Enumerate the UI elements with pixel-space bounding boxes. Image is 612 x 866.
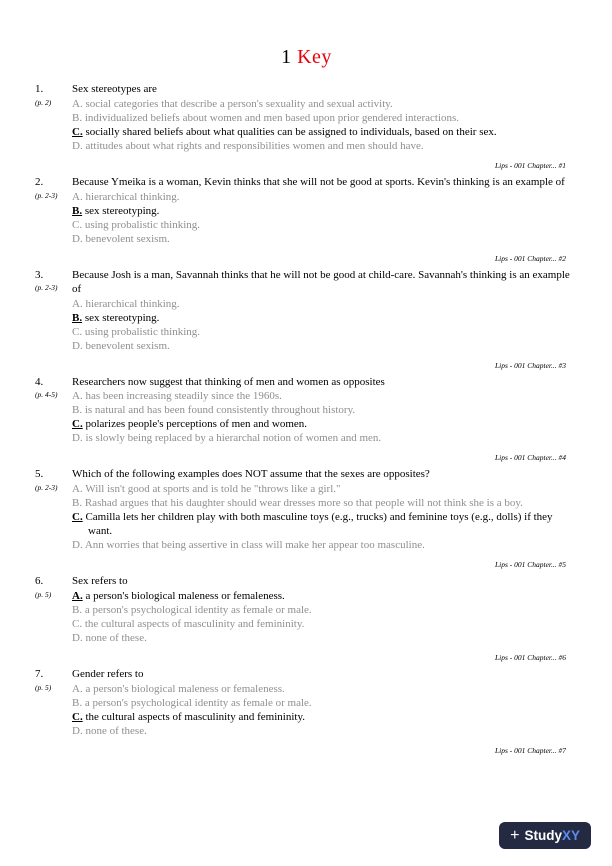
question-row bbox=[35, 269, 578, 354]
question-number: 6. bbox=[35, 575, 44, 588]
question-stem: Sex stereotypes are bbox=[72, 83, 157, 95]
option-letter: C. bbox=[72, 418, 83, 431]
option-letter: D. bbox=[72, 432, 83, 445]
option-letter: C. bbox=[72, 218, 83, 231]
option-text: Camilla lets her children play with both masculine toys (e.g., trucks) and feminine toys (e.g., dolls) if they want. bbox=[82, 511, 553, 538]
answer-option bbox=[72, 191, 578, 205]
question-row bbox=[35, 376, 578, 447]
question-stem: Which of the following examples does NOT assume that the sexes are opposites? bbox=[72, 468, 430, 481]
option-letter: B. bbox=[72, 497, 83, 510]
option-letter: A. bbox=[72, 297, 83, 310]
option-text: a person's psychological identity as female or male. bbox=[82, 696, 312, 709]
logo-xy-text: XY bbox=[561, 828, 580, 843]
page-title bbox=[35, 46, 578, 69]
studyxy-logo bbox=[499, 822, 591, 849]
answer-option bbox=[72, 140, 578, 154]
question-source-footer: Lips - 001 Chapter... #3 bbox=[494, 360, 566, 370]
answer-option bbox=[72, 404, 578, 418]
answer-option bbox=[72, 539, 578, 553]
option-letter: C. bbox=[72, 325, 83, 338]
option-letter: A. bbox=[72, 682, 83, 695]
question-block bbox=[35, 468, 578, 569]
question-row bbox=[35, 83, 578, 154]
option-text: a person's biological maleness or femaleness. bbox=[82, 682, 285, 695]
option-text: is natural and has been found consistently throughout history. bbox=[82, 404, 356, 417]
question-page-ref: (p. 5) bbox=[35, 589, 52, 599]
question-row bbox=[35, 575, 578, 646]
question-stem: Because Josh is a man, Savannah thinks that he will not be good at child-care. Savannah's thinking is an example of bbox=[72, 268, 570, 295]
option-text: benevolent sexism. bbox=[82, 232, 170, 245]
answer-option bbox=[72, 632, 578, 646]
question-number: 4. bbox=[35, 375, 44, 388]
question-source-footer: Lips - 001 Chapter... #7 bbox=[494, 745, 566, 755]
question-number: 3. bbox=[35, 268, 44, 281]
answer-option bbox=[72, 98, 578, 112]
option-letter: D. bbox=[72, 232, 83, 245]
option-text: is slowly being replaced by a hierarchal notion of women and men. bbox=[82, 432, 382, 445]
question-number: 5. bbox=[35, 468, 44, 481]
question-row bbox=[35, 468, 578, 553]
option-letter: A. bbox=[72, 483, 83, 496]
question-body bbox=[72, 668, 578, 739]
option-letter: D. bbox=[72, 724, 83, 737]
answer-option-correct bbox=[72, 711, 578, 725]
answer-option bbox=[72, 683, 578, 697]
title-key-label: Key bbox=[297, 46, 332, 68]
answer-option-correct bbox=[72, 126, 578, 140]
option-text: sex stereotyping. bbox=[82, 311, 160, 324]
answer-option bbox=[72, 219, 578, 233]
question-source-footer: Lips - 001 Chapter... #4 bbox=[494, 453, 566, 463]
question-stem: Gender refers to bbox=[72, 668, 144, 680]
question-row bbox=[35, 176, 578, 247]
answer-option bbox=[72, 697, 578, 711]
logo-study-text: Study bbox=[524, 828, 562, 843]
question-number-column bbox=[35, 468, 72, 553]
option-letter: D. bbox=[72, 539, 83, 552]
question-number-column bbox=[35, 83, 72, 154]
option-text: Rashad argues that his daughter should wear dresses more so that people will not think she is a boy. bbox=[82, 497, 523, 510]
option-letter: D. bbox=[72, 632, 83, 645]
questions-list bbox=[35, 83, 578, 755]
answer-option-correct bbox=[72, 418, 578, 432]
question-source-footer: Lips - 001 Chapter... #5 bbox=[494, 560, 566, 570]
question-body bbox=[72, 468, 578, 553]
option-text: has been increasing steadily since the 1960s. bbox=[82, 390, 282, 403]
option-letter: A. bbox=[72, 390, 83, 403]
option-letter: B. bbox=[72, 696, 83, 709]
question-source-footer: Lips - 001 Chapter... #6 bbox=[494, 653, 566, 662]
option-letter: C. bbox=[72, 125, 83, 138]
option-text: the cultural aspects of masculinity and femininity. bbox=[82, 618, 305, 631]
answer-option bbox=[72, 483, 578, 497]
question-page-ref: (p. 2-3) bbox=[35, 483, 58, 493]
answer-option bbox=[72, 298, 578, 312]
answer-option-correct bbox=[72, 205, 578, 219]
option-text: using probalistic thinking. bbox=[82, 218, 201, 231]
question-number-column bbox=[35, 176, 72, 247]
option-text: individualized beliefs about women and men based upon prior gendered interactions. bbox=[82, 111, 460, 124]
answer-option-correct bbox=[72, 590, 578, 604]
option-letter: C. bbox=[72, 511, 83, 524]
option-letter: B. bbox=[72, 111, 83, 124]
answer-option bbox=[72, 112, 578, 126]
answer-option-correct bbox=[72, 312, 578, 326]
question-number-column bbox=[35, 376, 72, 447]
question-body bbox=[72, 269, 578, 354]
question-body bbox=[72, 176, 578, 247]
option-letter: A. bbox=[72, 590, 83, 603]
option-text: the cultural aspects of masculinity and femininity. bbox=[82, 710, 305, 723]
option-text: social categories that describe a person's sexuality and sexual activity. bbox=[82, 97, 393, 110]
option-letter: B. bbox=[72, 204, 83, 217]
option-text: sex stereotyping. bbox=[82, 204, 160, 217]
question-block bbox=[35, 176, 578, 263]
answer-option bbox=[72, 618, 578, 632]
question-number: 2. bbox=[35, 175, 44, 188]
answer-option bbox=[72, 233, 578, 247]
plus-icon: + bbox=[510, 826, 520, 844]
option-text: attitudes about what rights and responsibilities women and men should have. bbox=[82, 139, 424, 152]
answer-option-correct bbox=[72, 511, 578, 539]
option-text: a person's psychological identity as female or male. bbox=[82, 604, 312, 617]
answer-option bbox=[72, 604, 578, 618]
answer-option bbox=[72, 432, 578, 446]
option-text: benevolent sexism. bbox=[82, 339, 170, 352]
option-text: Will isn't good at sports and is told he "throws like a girl." bbox=[82, 483, 341, 496]
question-stem: Researchers now suggest that thinking of men and women as opposites bbox=[72, 375, 385, 388]
option-text: Ann worries that being assertive in class will make her appear too masculine. bbox=[82, 539, 425, 552]
question-number: 1. bbox=[35, 83, 44, 95]
question-source-footer: Lips - 001 Chapter... #1 bbox=[494, 160, 566, 170]
question-stem: Sex refers to bbox=[72, 575, 128, 588]
option-text: none of these. bbox=[82, 632, 147, 645]
option-text: hierarchical thinking. bbox=[82, 190, 180, 203]
question-number-column bbox=[35, 668, 72, 739]
answer-option bbox=[72, 497, 578, 511]
question-block bbox=[35, 668, 578, 755]
question-number: 7. bbox=[35, 668, 44, 680]
option-letter: B. bbox=[72, 404, 83, 417]
answer-option bbox=[72, 725, 578, 739]
option-letter: D. bbox=[72, 139, 83, 152]
option-text: socially shared beliefs about what qualities can be assigned to individuals, based on their sex. bbox=[82, 125, 497, 138]
option-text: polarizes people's perceptions of men and women. bbox=[82, 418, 308, 431]
title-number: 1 bbox=[281, 46, 292, 68]
option-text: a person's biological maleness or femaleness. bbox=[82, 590, 285, 603]
question-block bbox=[35, 269, 578, 370]
option-text: hierarchical thinking. bbox=[82, 297, 180, 310]
question-block bbox=[35, 83, 578, 170]
question-page-ref: (p. 5) bbox=[35, 682, 52, 692]
question-page-ref: (p. 2) bbox=[35, 97, 52, 107]
answer-option bbox=[72, 340, 578, 354]
option-letter: A. bbox=[72, 190, 83, 203]
question-page-ref: (p. 2-3) bbox=[35, 190, 58, 200]
question-body bbox=[72, 376, 578, 447]
question-block bbox=[35, 376, 578, 463]
question-number-column bbox=[35, 269, 72, 354]
question-stem: Because Ymeika is a woman, Kevin thinks that she will not be good at sports. Kevin's thinking is an example of bbox=[72, 175, 565, 188]
option-letter: D. bbox=[72, 339, 83, 352]
option-letter: C. bbox=[72, 710, 83, 723]
option-text: using probalistic thinking. bbox=[82, 325, 201, 338]
option-letter: A. bbox=[72, 97, 83, 110]
option-letter: B. bbox=[72, 311, 83, 324]
answer-option bbox=[72, 390, 578, 404]
option-text: none of these. bbox=[82, 724, 147, 737]
option-letter: C. bbox=[72, 618, 83, 631]
question-body bbox=[72, 83, 578, 154]
question-number-column bbox=[35, 575, 72, 646]
question-row bbox=[35, 668, 578, 739]
option-letter: B. bbox=[72, 604, 83, 617]
question-page-ref: (p. 2-3) bbox=[35, 283, 58, 293]
answer-option bbox=[72, 326, 578, 340]
question-source-footer: Lips - 001 Chapter... #2 bbox=[494, 253, 566, 263]
question-body bbox=[72, 575, 578, 646]
question-page-ref: (p. 4-5) bbox=[35, 390, 58, 400]
question-block bbox=[35, 575, 578, 662]
